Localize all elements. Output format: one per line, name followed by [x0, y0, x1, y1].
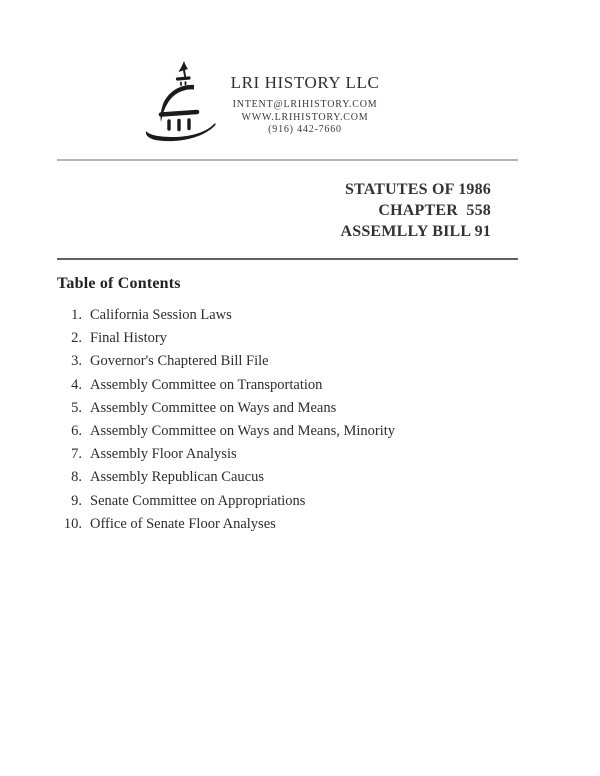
toc-item-label: Assembly Committee on Transportation: [90, 376, 323, 393]
toc-item: [0, 350, 600, 373]
toc-item-label: Assembly Floor Analysis: [90, 446, 237, 463]
toc-item-number: 3.: [71, 353, 82, 370]
statutes-line: STATUTES OF 1986: [344, 181, 491, 198]
toc-item-label: Senate Committee on Appropriations: [90, 492, 306, 509]
section-divider: [57, 258, 518, 260]
toc-item-number: 1.: [71, 307, 82, 324]
toc-item-label: Office of Senate Floor Analyses: [90, 515, 276, 532]
toc-item-number: 6.: [71, 423, 82, 440]
statute-reference-block: [340, 179, 491, 242]
toc-item-label: California Session Laws: [90, 307, 232, 324]
toc-item: [0, 420, 600, 443]
toc-item-number: 8.: [71, 469, 82, 486]
toc-item: [0, 490, 600, 513]
toc-item-label: Assembly Committee on Ways and Means, Minority: [90, 423, 396, 440]
toc-item: [0, 466, 600, 489]
toc-item-number: 5.: [71, 399, 82, 416]
toc-item-number: 4.: [71, 376, 82, 393]
toc-item-label: Assembly Committee on Ways and Means: [90, 399, 337, 416]
toc-item: [0, 304, 600, 327]
toc-heading: Table of Contents: [57, 275, 181, 292]
toc-item-label: Final History: [90, 330, 167, 347]
toc-list: [0, 304, 600, 536]
toc-item: [0, 374, 600, 397]
toc-item-label: Governor's Chaptered Bill File: [90, 353, 269, 370]
toc-item: [0, 513, 600, 536]
toc-item: [0, 397, 600, 420]
bill-line: ASSEMLLY BILL 91: [340, 223, 491, 240]
toc-item-number: 10.: [63, 515, 82, 532]
chapter-line: CHAPTER 558: [378, 202, 491, 219]
toc-item: [0, 443, 600, 466]
contact-phone: (916) 442-7660: [268, 124, 342, 135]
contact-email: INTENT@LRIHISTORY.COM: [232, 99, 378, 110]
letterhead: [150, 73, 460, 137]
company-name: LRI HISTORY LLC: [230, 73, 380, 92]
toc-item-number: 2.: [71, 330, 82, 347]
toc-item: [0, 327, 600, 350]
toc-item-number: 7.: [71, 446, 82, 463]
contact-website: WWW.LRIHISTORY.COM: [241, 111, 369, 123]
header-divider: [57, 159, 518, 161]
toc-item-label: Assembly Republican Caucus: [90, 469, 264, 486]
toc-item-number: 9.: [71, 492, 82, 509]
